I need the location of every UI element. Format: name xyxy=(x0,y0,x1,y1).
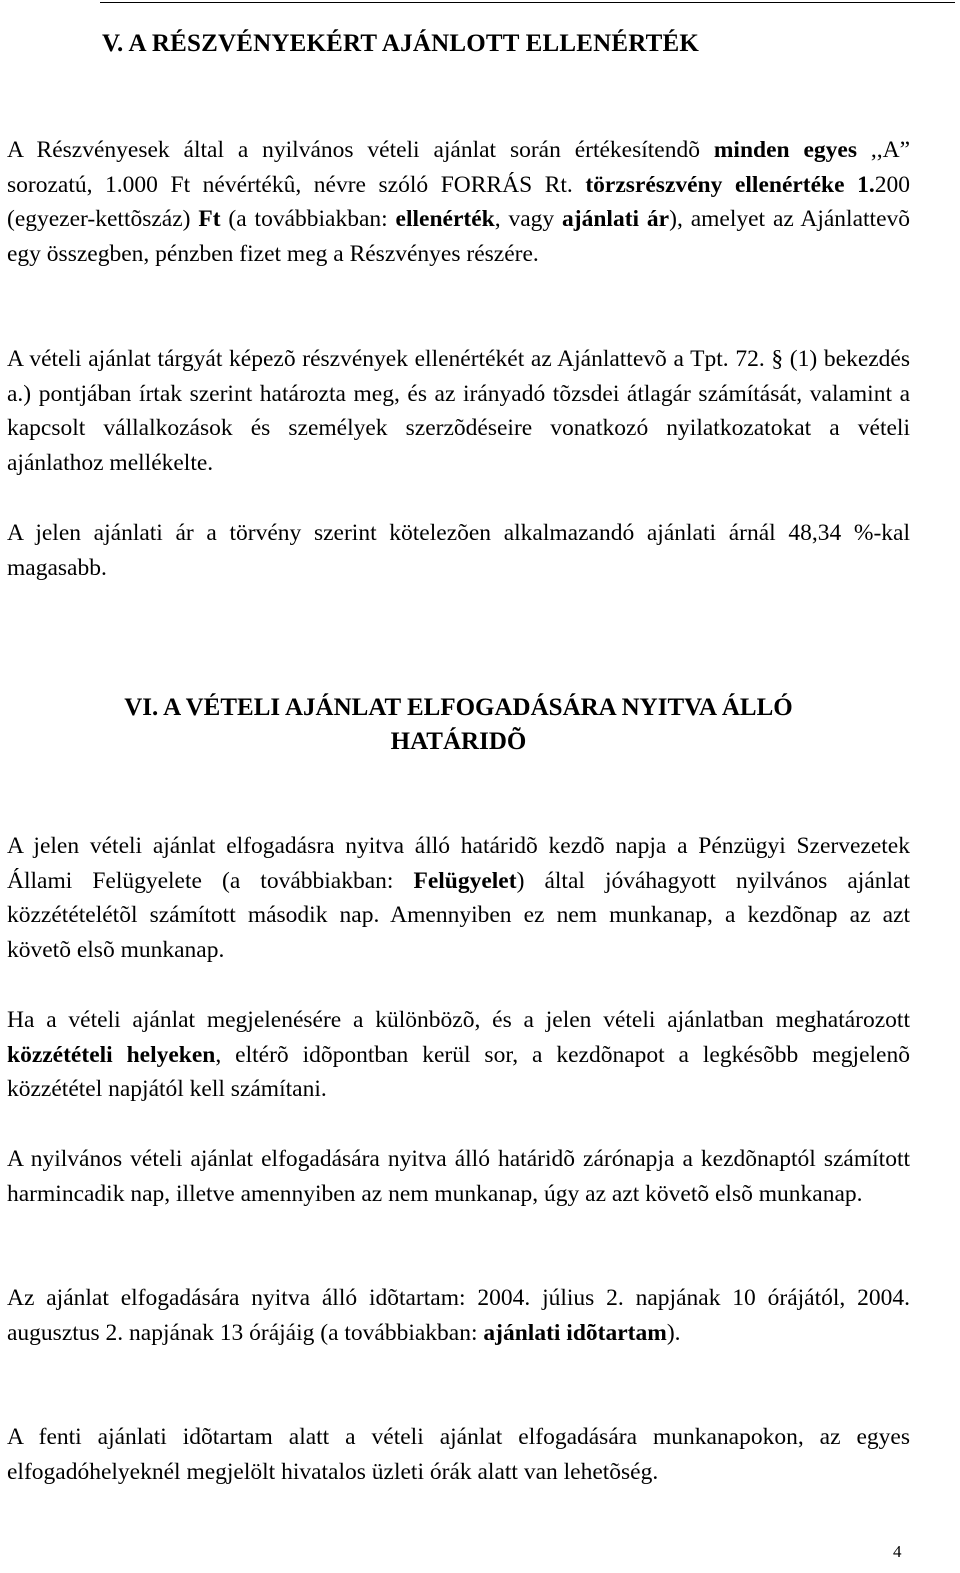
section-6-paragraph-4: Az ajánlat elfogadására nyitva álló idõtartam: 2004. július 2. napjának 10 órájától, 2004. augusztus 2. napjának 13 órájáig (a továbbiakban: ajánlati idõtartam). xyxy=(7,1285,910,1346)
top-rule xyxy=(100,2,955,3)
section-6-paragraph-2: Ha a vételi ajánlat megjelenésére a különbözõ, és a jelen vételi ajánlatban meghatározott közzétételi helyeken, eltérõ idõpontban kerül sor, a kezdõnapot a legkésõbb megjelenõ közzététel napjától kell számítani. xyxy=(7,1007,910,1102)
section-6-heading-line-1: VI. A VÉTELI AJÁNLAT ELFOGADÁSÁRA NYITVA ÁLLÓ xyxy=(124,694,793,721)
section-6-heading xyxy=(7,691,910,759)
section-5-paragraph-3: A jelen ajánlati ár a törvény szerint kötelezõen alkalmazandó ajánlati árnál 48,34 %-kal magasabb. xyxy=(7,520,910,581)
section-5-paragraph-1: A Részvényesek által a nyilvános vételi ajánlat során értékesítendõ minden egyes ,,A” sorozatú, 1.000 Ft névértékû, névre szóló FORRÁS Rt. törzsrészvény ellenértéke 1.200 (egyezer-kettõszáz) Ft (a továbbiakban: ellenérték, vagy ajánlati ár), amelyet az Ajánlattevõ egy összegben, pénzben fizet meg a Részvényes részére. xyxy=(7,137,911,267)
page-number: 4 xyxy=(893,1542,902,1561)
section-5-heading: V. A RÉSZVÉNYEKÉRT AJÁNLOTT ELLENÉRTÉK xyxy=(102,30,700,57)
section-6-paragraph-3: A nyilvános vételi ajánlat elfogadására nyitva álló határidõ zárónapja a kezdõnaptól számított harmincadik nap, illetve amennyiben az nem munkanap, úgy az azt követõ elsõ munkanap. xyxy=(7,1146,910,1207)
section-5-paragraph-2: A vételi ajánlat tárgyát képezõ részvények ellenértékét az Ajánlattevõ a Tpt. 72. § (1) bekezdés a.) pontjában írtak szerint határozta meg, és az irányadó tõzsdei átlagár számítását, valamint a kapcsolt vállalkozások és személyek szerzõdéseire vonatkozó nyilatkozatokat a vételi ajánlathoz mellékelte. xyxy=(7,346,910,476)
section-6-paragraph-1: A jelen vételi ajánlat elfogadásra nyitva álló határidõ kezdõ napja a Pénzügyi Szervezetek Állami Felügyelete (a továbbiakban: Felügyelet) által jóváhagyott nyilvános ajánlat közzétételétõl számított második nap. Amennyiben ez nem munkanap, a kezdõnap az azt követõ elsõ munkanap. xyxy=(7,833,910,963)
section-6-heading-line-2: HATÁRIDÕ xyxy=(390,728,527,755)
section-6-paragraph-5: A fenti ajánlati idõtartam alatt a vételi ajánlat elfogadására munkanapokon, az egyes elfogadóhelyeknél megjelölt hivatalos üzleti órák alatt van lehetõség. xyxy=(7,1424,910,1485)
